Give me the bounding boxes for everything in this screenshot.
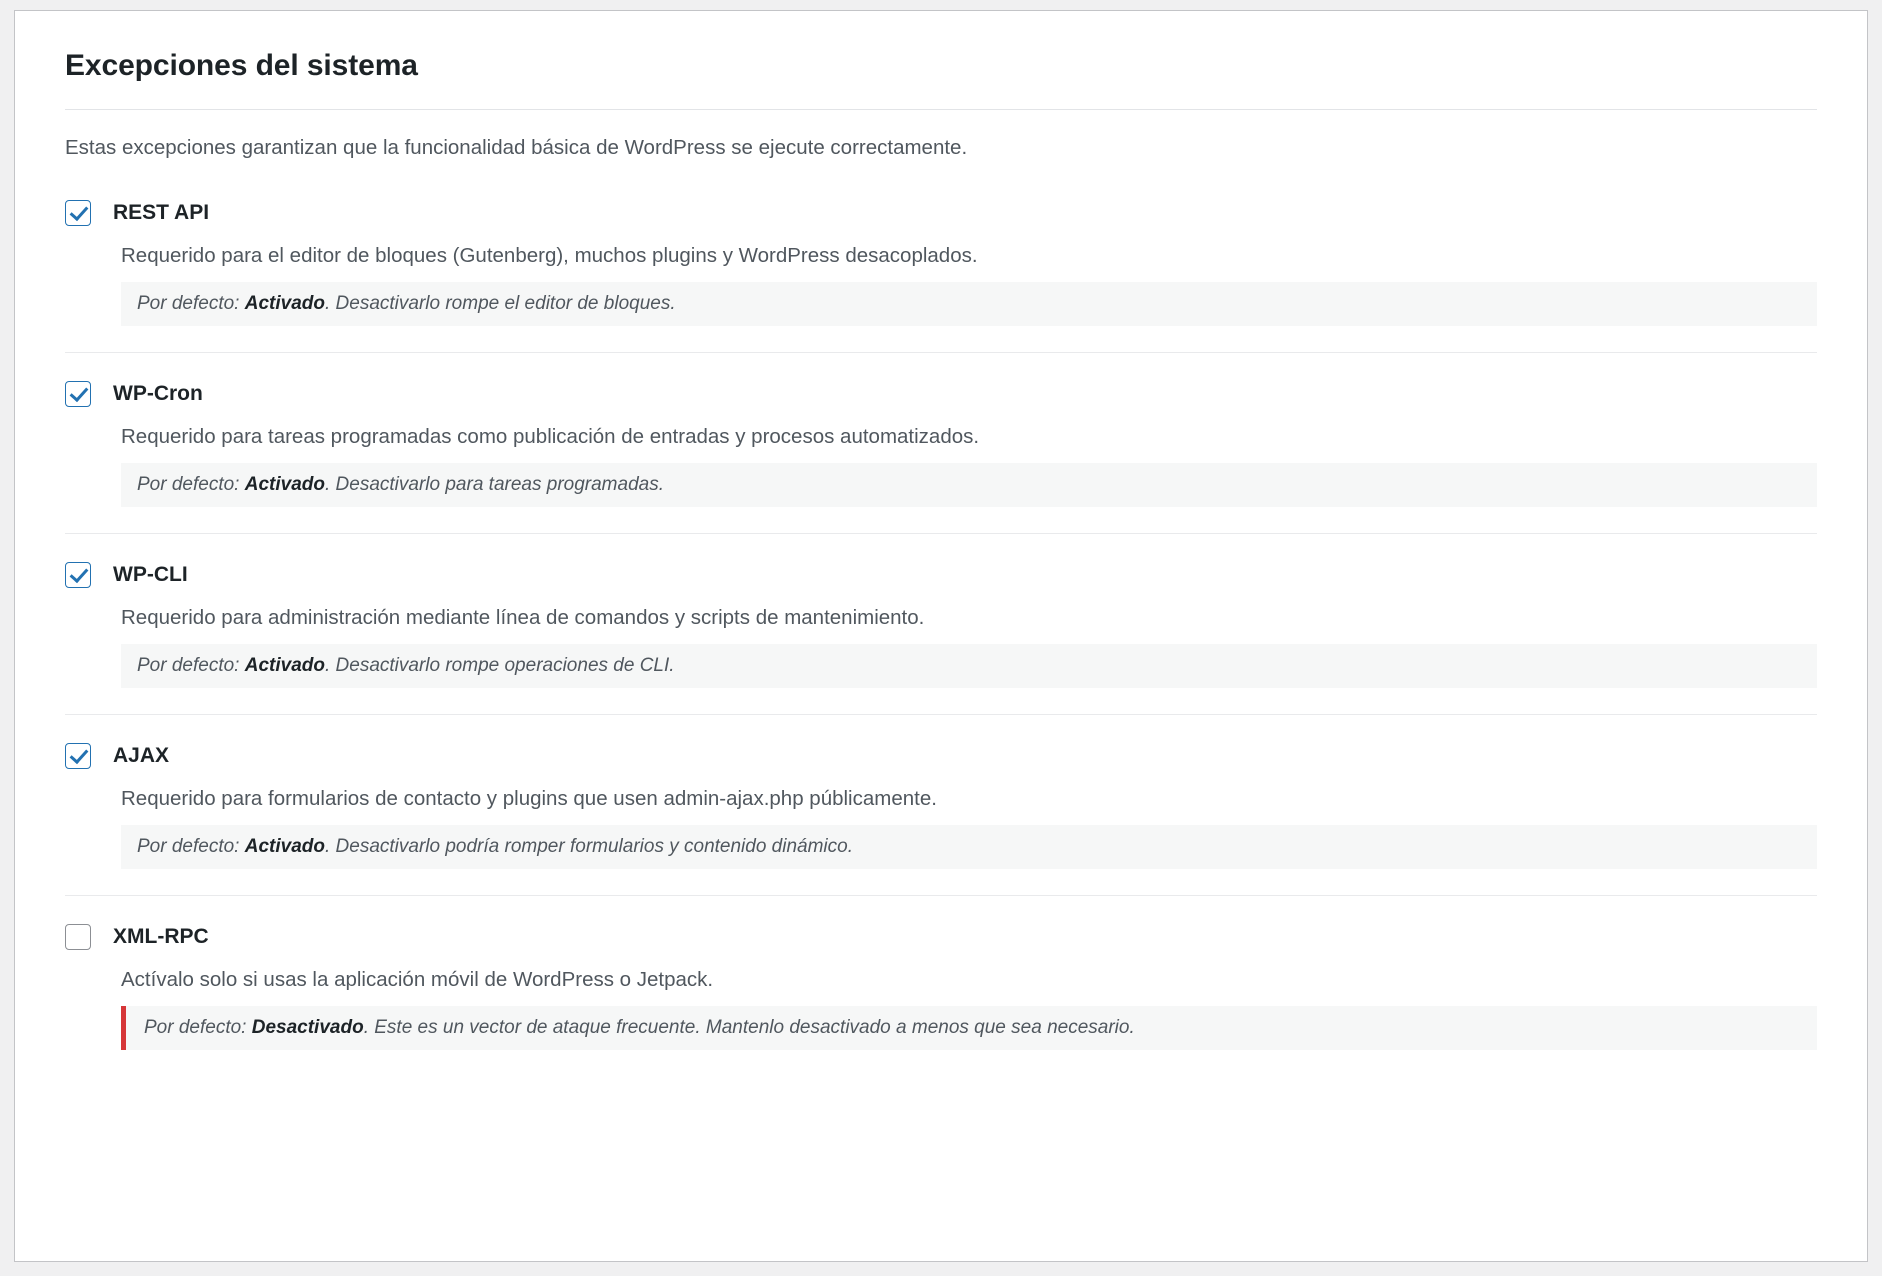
title-divider — [65, 109, 1817, 110]
note-lead: Por defecto: — [137, 655, 240, 676]
note-rest: . Desactivarlo podría romper formularios y contenido dinámico. — [324, 836, 853, 857]
panel-description: Estas excepciones garantizan que la funcionalidad básica de WordPress se ejecute correctamente. — [65, 136, 968, 159]
note-rest: . Este es un vector de ataque frecuente. Mantenlo desactivado a menos que sea necesario. — [363, 1017, 1135, 1038]
exception-item — [65, 924, 1817, 1076]
checkbox-xml-rpc[interactable] — [65, 924, 91, 950]
exception-item — [65, 743, 1817, 896]
exception-description: Actívalo solo si usas la aplicación móvil de WordPress o Jetpack. — [121, 968, 714, 991]
exception-description: Requerido para administración mediante línea de comandos y scripts de mantenimiento. — [121, 606, 925, 629]
note-value: Activado — [244, 474, 325, 495]
exception-name: REST API — [113, 201, 210, 224]
exception-note — [121, 644, 1817, 688]
exception-note-warning — [121, 1006, 1817, 1050]
note-value: Activado — [244, 293, 325, 314]
system-exceptions-panel — [14, 10, 1868, 1262]
note-lead: Por defecto: — [137, 836, 240, 857]
note-value: Desactivado — [251, 1017, 364, 1038]
note-rest: . Desactivarlo rompe el editor de bloques. — [324, 293, 676, 314]
page-title: Excepciones del sistema — [65, 49, 418, 82]
exception-note — [121, 825, 1817, 869]
note-lead: Por defecto: — [137, 293, 240, 314]
exception-header — [65, 200, 1817, 226]
exception-item — [65, 381, 1817, 534]
exception-description: Requerido para formularios de contacto y plugins que usen admin-ajax.php públicamente. — [121, 787, 937, 810]
exception-name: AJAX — [113, 744, 170, 767]
checkbox-ajax[interactable] — [65, 743, 91, 769]
exception-header — [65, 924, 1817, 950]
exception-name: WP-Cron — [113, 382, 203, 405]
checkbox-wp-cli[interactable] — [65, 562, 91, 588]
note-value: Activado — [244, 836, 325, 857]
exception-name: WP-CLI — [113, 563, 188, 586]
note-rest: . Desactivarlo rompe operaciones de CLI. — [324, 655, 675, 676]
exception-header — [65, 381, 1817, 407]
exception-note — [121, 463, 1817, 507]
exception-description: Requerido para tareas programadas como publicación de entradas y procesos automatizados. — [121, 425, 980, 448]
checkbox-wp-cron[interactable] — [65, 381, 91, 407]
note-lead: Por defecto: — [137, 474, 240, 495]
exception-item — [65, 200, 1817, 353]
exception-name: XML-RPC — [113, 925, 209, 948]
exception-header — [65, 562, 1817, 588]
exception-item — [65, 562, 1817, 715]
exception-note — [121, 282, 1817, 326]
note-value: Activado — [244, 655, 325, 676]
checkbox-rest-api[interactable] — [65, 200, 91, 226]
note-rest: . Desactivarlo para tareas programadas. — [324, 474, 664, 495]
note-lead: Por defecto: — [144, 1017, 247, 1038]
exception-description: Requerido para el editor de bloques (Gutenberg), muchos plugins y WordPress desacoplados. — [121, 244, 978, 267]
exception-header — [65, 743, 1817, 769]
